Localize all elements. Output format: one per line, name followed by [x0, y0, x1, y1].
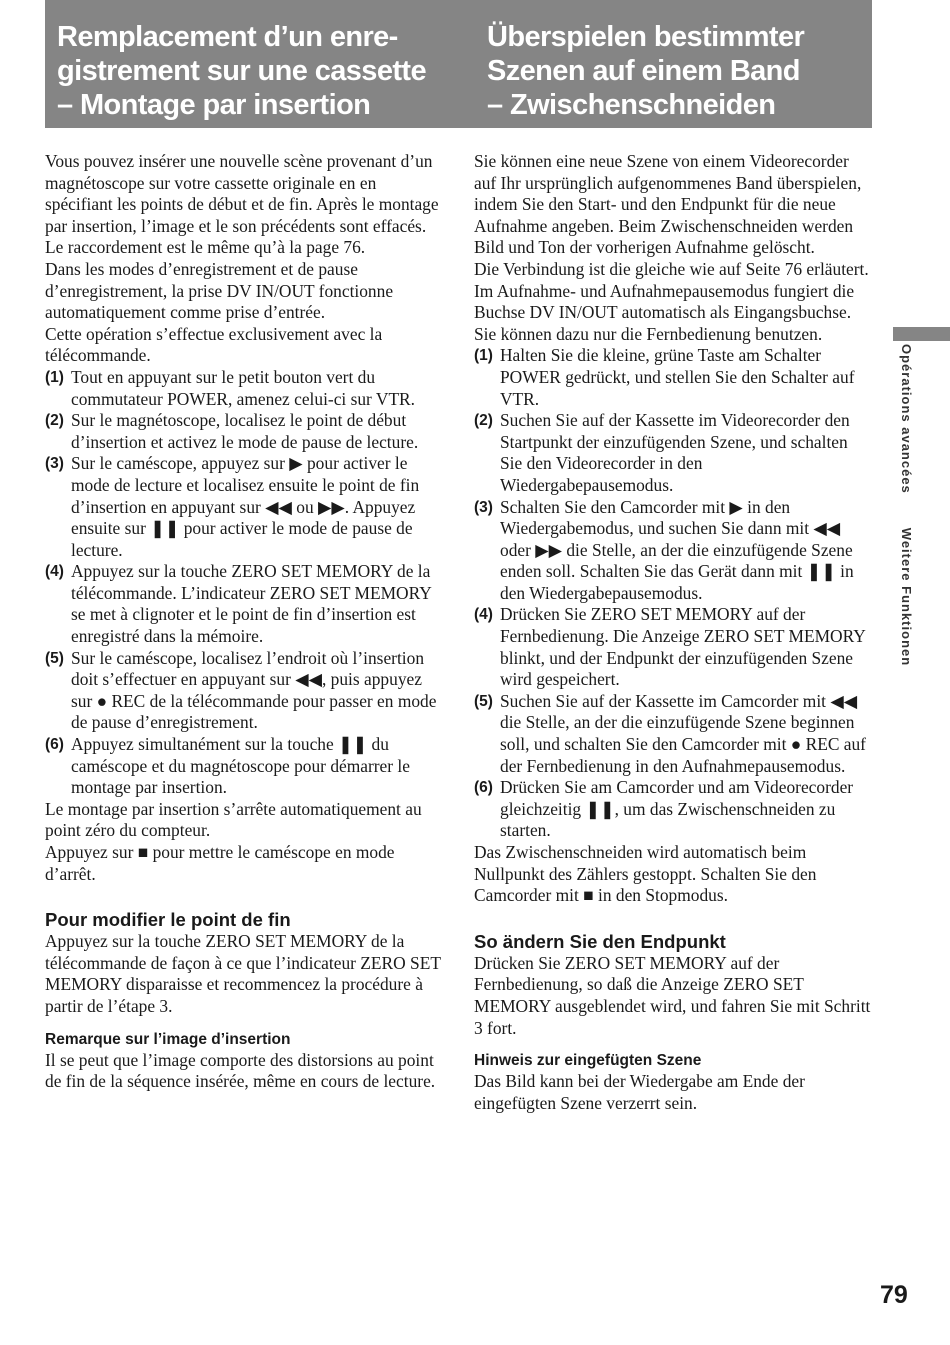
side-label-fr: Opérations avancées: [899, 344, 914, 494]
step-2: [474, 410, 874, 496]
step-number: (2): [45, 412, 64, 430]
intro-paragraph: Le raccordement est le même qu’à la page 76.: [45, 237, 366, 258]
section-heading-change-endpoint: So ändern Sie den Endpunkt: [474, 930, 726, 952]
step-6: [474, 777, 874, 842]
column-french: [45, 151, 441, 1093]
intro-paragraph: Sie können eine neue Szene von einem Videorecorder auf Ihr ursprünglich aufgenommenes Band überspielen, indem Sie den Start- und den Endpunkt für die neue Aufnahme angeben. Beim Zwischenschneiden werden Bild und Ton der vorherigen Aufnahme gelöscht.: [474, 151, 862, 258]
step-number: (6): [45, 736, 64, 754]
page-title-fr: Remplacement d’un enre- gistrement sur une cassette – Montage par insertion: [57, 21, 426, 121]
column-german: [474, 151, 874, 1114]
intro-paragraph: Vous pouvez insérer une nouvelle scène provenant d’un magnétoscope sur votre cassette originale en en spécifiant les points de début et de fin. Après le montage par insertion, l’image et le son précédents sont effacés.: [45, 151, 439, 236]
step-5: [45, 648, 441, 734]
page-number: 79: [880, 1281, 908, 1309]
step-text: Drücken Sie am Camcorder und am Videorecorder gleichzeitig ❚❚, um das Zwischenschneiden zu starten.: [500, 777, 854, 841]
section-heading-change-endpoint: Pour modifier le point de fin: [45, 909, 291, 931]
step-text: Halten Sie die kleine, grüne Taste am Schalter POWER gedrückt, und stellen Sie den Schalter auf VTR.: [500, 345, 855, 409]
step-number: (5): [45, 649, 64, 667]
step-text: Schalten Sie den Camcorder mit ▶ in den Wiedergabemodus, und suchen Sie dann mit ◀◀ oder ▶▶ die Stelle, an der die einzufügende Szene enden soll. Schalten Sie das Gerät dann mit ❚❚ in den Wiedergabepausemodus.: [500, 496, 854, 603]
step-3: [474, 497, 874, 605]
step-text: Sur le magnétoscope, localisez le point de début d’insertion et activez le mode de pause de lecture.: [71, 410, 419, 452]
title-banner: [45, 0, 872, 128]
note-heading: Remarque sur l’image d’insertion: [45, 1030, 291, 1048]
step-2: [45, 410, 441, 453]
step-number: (3): [45, 455, 64, 473]
intro-paragraph: Die Verbindung ist die gleiche wie auf Seite 76 erläutert. Im Aufnahme- und Aufnahmepausemodus fungiert die Buchse DV IN/OUT automatisch als Eingangsbuchse.: [474, 258, 869, 323]
note-text: Il se peut que l’image comporte des distorsions au point de fin de la séquence insérée, même en cours de lecture.: [45, 1049, 436, 1092]
step-number: (3): [474, 498, 493, 516]
note-text: Das Bild kann bei der Wiedergabe am Ende der eingefügten Szene verzerrt sein.: [474, 1071, 805, 1113]
step-number: (5): [474, 692, 493, 710]
note-heading: Hinweis zur eingefügten Szene: [474, 1052, 702, 1070]
step-4: [45, 561, 441, 647]
section-side-label: [892, 344, 914, 684]
step-number: (1): [45, 368, 64, 386]
step-4: [474, 604, 874, 690]
step-1: [474, 345, 874, 410]
intro-paragraph: Dans les modes d’enregistrement et de pause d’enregistrement, la prise DV IN/OUT fonctionne automatiquement comme prise d’entrée.: [45, 258, 394, 323]
change-endpoint-text: Drücken Sie ZERO SET MEMORY auf der Fernbedienung, so daß die Anzeige ZERO SET MEMORY ausgeblendet wird, und fahren Sie mit Schritt 3 fort.: [474, 952, 871, 1038]
step-text: Drücken Sie ZERO SET MEMORY auf der Fernbedienung. Die Anzeige ZERO SET MEMORY blinkt, und der Endpunkt der einzufügenden Szene wird gespeichert.: [500, 604, 866, 690]
outro-paragraph: Le montage par insertion s’arrête automatiquement au point zéro du compteur.: [45, 798, 422, 841]
step-text: Tout en appuyant sur le petit bouton vert du commutateur POWER, amenez celui-ci sur VTR.: [71, 366, 416, 409]
page-title-de: Überspielen bestimmter Szenen auf einem Band – Zwischenschneiden: [487, 21, 805, 121]
step-text: Suchen Sie auf der Kassette im Videorecorder den Startpunkt der einzufügenden Szene, und schalten Sie den Videorecorder in den Wiedergabepausemodus.: [500, 410, 850, 495]
intro-paragraph: Sie können dazu nur die Fernbedienung benutzen.: [474, 323, 823, 344]
step-text: Appuyez sur la touche ZERO SET MEMORY de la télécommande. L’indicateur ZERO SET MEMORY se met à clignoter et le point de fin d’insertion est enregistré dans la mémoire.: [71, 561, 432, 647]
step-1: [45, 367, 441, 410]
step-6: [45, 734, 441, 799]
step-text: Appuyez simultanément sur la touche ❚❚ du caméscope et du magnétoscope pour démarrer le montage par insertion.: [71, 734, 410, 798]
intro-paragraph: Cette opération s’effectue exclusivement avec la télécommande.: [45, 323, 383, 366]
change-endpoint-text: Appuyez sur la touche ZERO SET MEMORY de la télécommande de façon à ce que l’indicateur ZERO SET MEMORY disparaisse et recommencez la procédure à partir de l’étape 3.: [45, 931, 441, 1016]
side-label-de: Weitere Funktionen: [899, 527, 914, 667]
outro-paragraph: Appuyez sur ■ pour mettre le caméscope en mode d’arrêt.: [45, 842, 395, 884]
section-tab-marker: [893, 327, 950, 341]
step-text: Sur le caméscope, appuyez sur ▶ pour activer le mode de lecture et localisez ensuite le point de fin d’insertion en appuyant sur ◀◀ ou ▶▶. Appuyez ensuite sur ❚❚ pour activer le mode de pause de lecture.: [71, 453, 420, 560]
step-text: Suchen Sie auf der Kassette im Camcorder mit ◀◀ die Stelle, an der die einzufügende Szene beginnen soll, und schalten Sie den Camcorder mit ● REC auf der Fernbedienung in den Aufnahmepausemodus.: [500, 690, 866, 776]
step-text: Sur le caméscope, localisez l’endroit où l’insertion doit s’effectuer en appuyant sur ◀◀, puis appuyez sur ● REC de la télécommande pour passer en mode de pause d’enregistrement.: [71, 647, 437, 733]
step-number: (4): [474, 606, 493, 624]
outro-paragraph: Das Zwischenschneiden wird automatisch beim Nullpunkt des Zählers gestoppt. Schalten Sie den Camcorder mit ■ in den Stopmodus.: [474, 842, 817, 906]
step-3: [45, 453, 441, 561]
step-5: [474, 691, 874, 777]
step-number: (1): [474, 347, 493, 365]
step-number: (6): [474, 779, 493, 797]
step-number: (4): [45, 563, 64, 581]
step-number: (2): [474, 412, 493, 430]
